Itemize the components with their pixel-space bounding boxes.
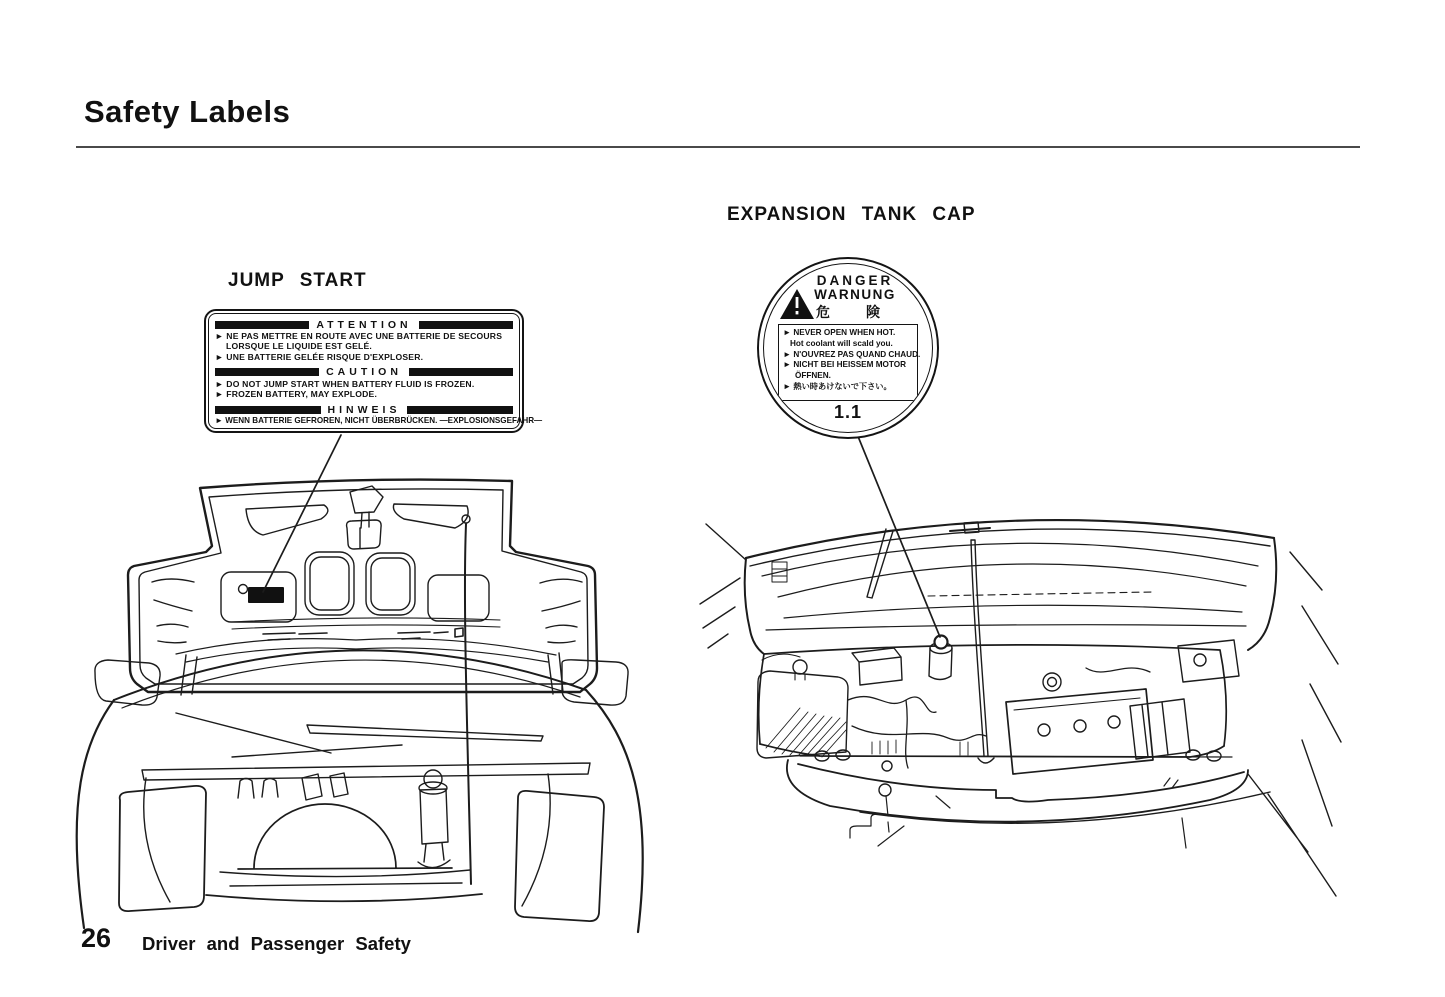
front-compartment-illustration	[77, 480, 643, 932]
expansion-tank-cap-heading: EXPANSION TANK CAP	[727, 204, 976, 225]
hinweis-header-text: HINWEIS	[327, 403, 401, 416]
label-text-line: ► 熱い時あけないで下さい。	[783, 382, 892, 392]
footer-page-number: 26	[81, 923, 112, 953]
jump-start-label-location	[248, 587, 284, 603]
caution-header-text: CAUTION	[326, 366, 402, 379]
hinweis-header	[215, 404, 513, 415]
expansion-tank-cap-label	[757, 257, 939, 439]
caution-section	[215, 366, 513, 400]
label-text-line: ► WENN BATTERIE GEFROREN, NICHT ÜBERBRÜCKEN. —EXPLOSIONSGEFAHR—	[215, 416, 543, 426]
engine-compartment-illustration	[700, 520, 1341, 896]
jump-start-warning-label	[204, 309, 543, 433]
jump-start-heading: JUMP START	[228, 270, 367, 291]
footer-chapter-title: Driver and Passenger Safety	[142, 933, 411, 954]
warnung-text: WARNUNG	[814, 287, 896, 302]
hinweis-section	[215, 403, 543, 426]
header-bar	[215, 368, 319, 376]
label-text-line: ► N'OUVREZ PAS QUAND CHAUD.	[783, 349, 921, 359]
label-text-line: ÖFFNEN.	[795, 371, 831, 381]
label-text-line: ► UNE BATTERIE GELÉE RISQUE D'EXPLOSER.	[215, 351, 424, 362]
page-title: Safety Labels	[84, 94, 291, 129]
label-text-line: ► NICHT BEI HEISSEM MOTOR	[783, 360, 907, 370]
kanji-text: 危険	[816, 304, 916, 320]
expansion-tank-cap-location	[935, 636, 948, 649]
attention-header	[215, 319, 513, 330]
caution-header	[215, 367, 513, 378]
label-text-line: Hot coolant will scald you.	[790, 338, 893, 348]
header-bar	[215, 406, 321, 414]
danger-text: DANGER	[816, 273, 894, 288]
header-bar	[215, 321, 309, 329]
label-text-line: ► NE PAS METTRE EN ROUTE AVEC UNE BATTERIE DE SECOURS	[215, 331, 503, 341]
header-bar	[407, 406, 513, 414]
label-text-line: ► NEVER OPEN WHEN HOT.	[783, 328, 896, 337]
header-bar	[419, 321, 513, 329]
label-version-number: 1.1	[833, 402, 863, 422]
warning-text-box	[778, 324, 921, 401]
attention-header-text: ATTENTION	[316, 318, 412, 331]
expansion-tank-cap-label-inner	[763, 263, 933, 433]
title-rule	[76, 146, 1360, 148]
label-text-line: ► FROZEN BATTERY, MAY EXPLODE.	[215, 389, 378, 400]
attention-section	[215, 318, 513, 362]
header-bar	[409, 368, 513, 376]
label-text-line: ► DO NOT JUMP START WHEN BATTERY FLUID IS FROZEN.	[215, 378, 475, 389]
jump-start-warning-label-inner	[208, 313, 543, 429]
jump-start-leader-line	[263, 435, 341, 592]
label-text-line: LORSQUE LE LIQUIDE EST GELÉ.	[226, 341, 372, 352]
